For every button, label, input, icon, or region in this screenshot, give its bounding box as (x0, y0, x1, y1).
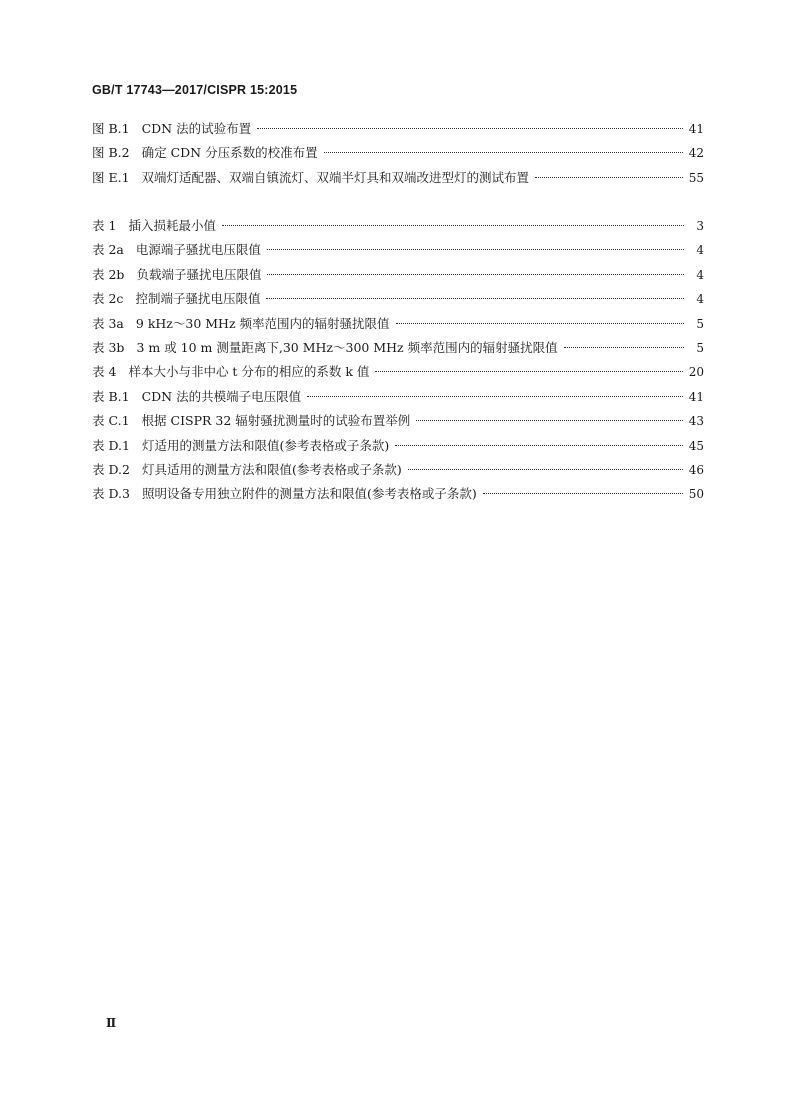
toc-entry-figure-e1[interactable] (92, 166, 704, 190)
dot-leader (408, 469, 683, 470)
toc-entry-number: 表 C.1 (92, 413, 130, 429)
toc-entry-number: 表 D.2 (92, 461, 130, 477)
toc-entry-number: 表 3a (92, 315, 124, 331)
toc-entry-number: 图 B.2 (92, 145, 130, 161)
dot-leader (375, 371, 682, 372)
toc-entry-title: CDN 法的共模端子电压限值 (141, 388, 302, 404)
toc-entry-title: 3 m 或 10 m 测量距离下,30 MHz～300 MHz 频率范围内的辐射骚扰限值 (136, 339, 558, 355)
toc-entry-title: 控制端子骚扰电压限值 (135, 291, 261, 307)
toc-entry-page: 3 (696, 219, 704, 233)
toc-entry-page: 41 (688, 389, 704, 404)
toc-entry-title: 灯适用的测量方法和限值(参考表格或子条款) (141, 437, 390, 453)
toc-entry-page: 50 (688, 487, 704, 502)
toc-entry-number: 表 2c (92, 291, 124, 307)
toc-entry-title: 9 kHz～30 MHz 频率范围内的辐射骚扰限值 (135, 315, 390, 331)
toc-entry-title: 样本大小与非中心 t 分布的相应的系数 k 值 (128, 364, 370, 380)
toc-entry-table-c1[interactable] (92, 409, 704, 433)
toc-entry-table-d2[interactable] (92, 458, 704, 482)
toc-entry-table-3b[interactable] (92, 336, 704, 360)
page-number: Ⅱ (106, 1016, 117, 1030)
toc-entry-page: 4 (696, 292, 704, 307)
toc-entry-page: 5 (696, 316, 704, 331)
toc-entry-table-2b[interactable] (92, 263, 704, 287)
toc-entry-table-1[interactable] (92, 214, 704, 238)
toc-entry-title: 负载端子骚扰电压限值 (136, 266, 262, 282)
toc-entry-title: CDN 法的试验布置 (141, 121, 252, 136)
dot-leader (535, 177, 683, 178)
dot-leader (483, 493, 683, 494)
toc-entry-page: 4 (696, 267, 704, 282)
dot-leader (396, 323, 684, 324)
toc-entry-page: 46 (688, 462, 704, 477)
toc-entry-title: 根据 CISPR 32 辐射骚扰测量时的试验布置举例 (141, 413, 411, 429)
toc-entry-table-2a[interactable] (92, 238, 704, 262)
standard-header: GB/T 17743—2017/CISPR 15:2015 (92, 83, 298, 97)
dot-leader (222, 225, 684, 226)
tables-list (92, 214, 704, 507)
toc-entry-number: 表 D.1 (92, 437, 130, 453)
dot-leader (267, 274, 684, 275)
toc-entry-title: 确定 CDN 分压系数的校准布置 (141, 145, 318, 161)
toc-entry-page: 42 (688, 146, 704, 161)
toc-entry-number: 表 D.3 (92, 486, 130, 502)
toc-entry-page: 20 (688, 365, 704, 380)
toc-entry-title: 双端灯适配器、双端自镇流灯、双端半灯具和双端改进型灯的测试布置 (141, 169, 530, 185)
toc-entry-title: 插入损耗最小值 (128, 218, 216, 233)
toc-entry-number: 表 3b (92, 339, 125, 355)
toc-entry-table-3a[interactable] (92, 312, 704, 336)
toc-entry-page: 45 (688, 438, 704, 453)
toc-entry-page: 43 (688, 414, 704, 429)
toc-entry-number: 表 4 (92, 364, 117, 380)
toc-entry-number: 图 B.1 (92, 121, 130, 136)
dot-leader (324, 152, 683, 153)
toc-entry-figure-b2[interactable] (92, 141, 704, 165)
dot-leader (266, 298, 684, 299)
toc-entry-table-b1[interactable] (92, 385, 704, 409)
toc-entry-table-d3[interactable] (92, 482, 704, 506)
toc-entry-table-d1[interactable] (92, 434, 704, 458)
toc-entry-figure-b1[interactable] (92, 117, 704, 141)
dot-leader (564, 347, 684, 348)
dot-leader (267, 249, 684, 250)
dot-leader (257, 128, 683, 129)
toc-entry-page: 4 (696, 243, 704, 258)
toc-entry-title: 照明设备专用独立附件的测量方法和限值(参考表格或子条款) (141, 486, 477, 502)
dot-leader (307, 396, 683, 397)
toc-entry-page: 41 (688, 122, 704, 136)
toc-entry-number: 表 B.1 (92, 388, 130, 404)
toc-entry-title: 灯具适用的测量方法和限值(参考表格或子条款) (141, 461, 402, 477)
toc-entry-table-2c[interactable] (92, 287, 704, 311)
dot-leader (395, 445, 682, 446)
figures-list (92, 117, 704, 190)
toc-entry-number: 表 1 (92, 218, 117, 233)
toc-entry-title: 电源端子骚扰电压限值 (135, 242, 261, 258)
toc-entry-number: 表 2a (92, 242, 124, 258)
toc-entry-page: 5 (696, 340, 704, 355)
toc-entry-page: 55 (688, 170, 704, 185)
toc-entry-number: 表 2b (92, 266, 125, 282)
toc-entry-table-4[interactable] (92, 360, 704, 384)
toc-entry-number: 图 E.1 (92, 169, 130, 185)
dot-leader (416, 420, 682, 421)
